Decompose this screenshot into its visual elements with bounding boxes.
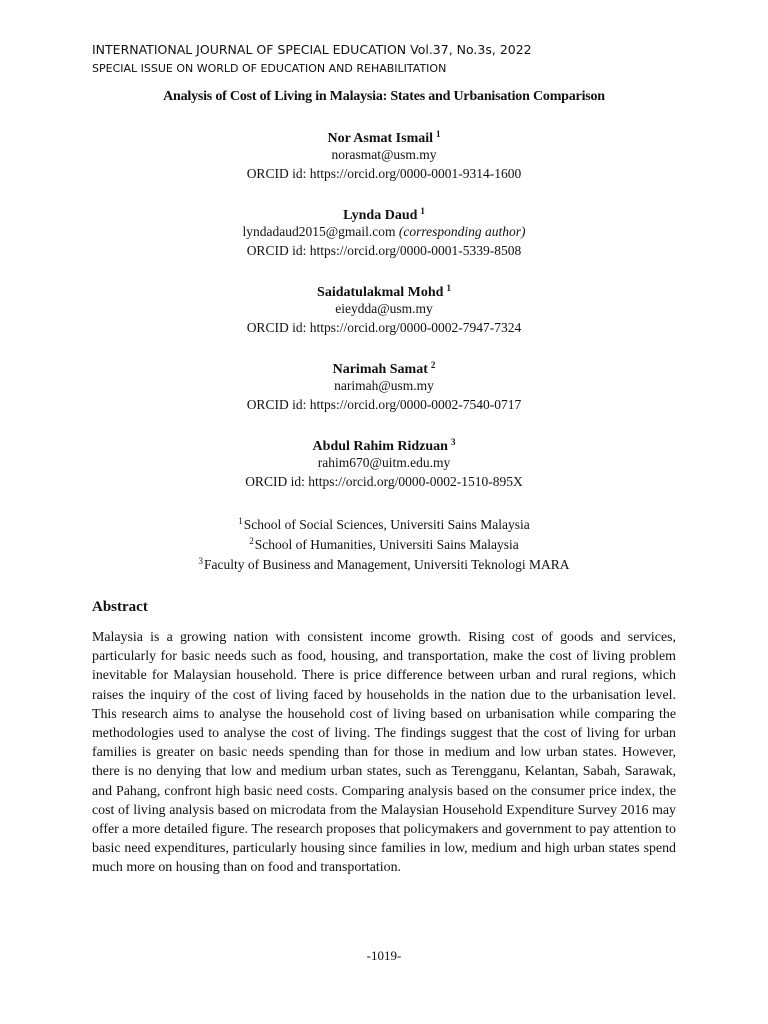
author-name: Saidatulakmal Mohd $^1$	[317, 283, 451, 300]
author-orcid: ORCID id: https://orcid.org/0000-0002-7540-0717	[246, 397, 522, 412]
author-email: lyndadaud2015@gmail.com (corresponding author)	[242, 224, 526, 239]
author-email: eieydda@usm.my	[335, 301, 433, 316]
journal-header: INTERNATIONAL JOURNAL OF SPECIAL EDUCATION Vol.37, No.3s, 2022	[92, 42, 532, 57]
affiliation-marker: 1	[446, 283, 451, 293]
author-email: rahim670@uitm.edu.my	[317, 455, 451, 470]
author-name: Lynda Daud $^1$	[343, 206, 425, 223]
author-orcid: ORCID id: https://orcid.org/0000-0001-5339-8508	[246, 243, 522, 258]
abstract-body: Malaysia is a growing nation with consistent income growth. Rising cost of goods and services, particularly for basic needs such as food, housing, and transportation, make the cost of living problem inevitable for Malaysian household. There is price difference between urban and rural regions, which raises the inquiry of the cost of living faced by households in the nation due to the urbanisation level. This research aims to analyse the household cost of living based on urbanisation while comparing the methodologies used to analyse the cost of living. The findings suggest that the cost of living for urban families is greater on basic needs spending than for those in medium and low urban states. However, there is no denying that low and medium urban states, such as Terengganu, Kelantan, Sabah, Sarawak, and Pahang, confront high basic need costs. Comparing analysis based on the consumer price index, the cost of living analysis based on microdata from the Malaysian Household Expenditure Survey 2016 may offer a more detailed figure. The research proposes that policymakers and government to pay attention to basic need expenditures, particularly housing since families in low, medium and high urban states spend much more on housing than on food and transportation.	[92, 630, 676, 876]
affiliation: $^1$School of Social Sciences, Universiti Sains Malaysia	[238, 516, 530, 532]
author-orcid: ORCID id: https://orcid.org/0000-0001-9314-1600	[246, 166, 522, 181]
affiliations	[0, 511, 768, 571]
affiliation-marker: 2	[430, 360, 436, 370]
author-name: Abdul Rahim Ridzuan $^3$	[312, 437, 456, 454]
author-block	[0, 354, 768, 414]
affiliation: $^3$Faculty of Business and Management, Universiti Teknologi MARA	[198, 556, 570, 572]
paper-title: Analysis of Cost of Living in Malaysia: States and Urbanisation Comparison	[163, 89, 605, 104]
author-name: Narimah Samat $^2$	[332, 360, 436, 377]
author-email: norasmat@usm.my	[331, 147, 437, 162]
author-orcid: ORCID id: https://orcid.org/0000-0002-1510-895X	[245, 474, 523, 489]
abstract-heading: Abstract	[92, 599, 148, 615]
affiliation-marker: 3	[450, 437, 456, 447]
author-block	[0, 200, 768, 260]
corresponding-author-note: (corresponding author)	[398, 224, 526, 239]
author-orcid: ORCID id: https://orcid.org/0000-0002-7947-7324	[246, 320, 522, 335]
affiliation-marker: 1	[436, 129, 441, 139]
affiliation-marker: 1	[420, 206, 425, 216]
affiliation: $^2$School of Humanities, Universiti Sains Malaysia	[249, 536, 519, 552]
author-email: narimah@usm.my	[334, 378, 434, 393]
author-block	[0, 277, 768, 337]
page-number: -1019-	[366, 948, 402, 963]
issue-header: SPECIAL ISSUE ON WORLD OF EDUCATION AND REHABILITATION	[92, 62, 447, 75]
author-block	[0, 431, 768, 491]
author-block	[0, 123, 768, 183]
author-name: Nor Asmat Ismail $^1$	[327, 129, 441, 146]
